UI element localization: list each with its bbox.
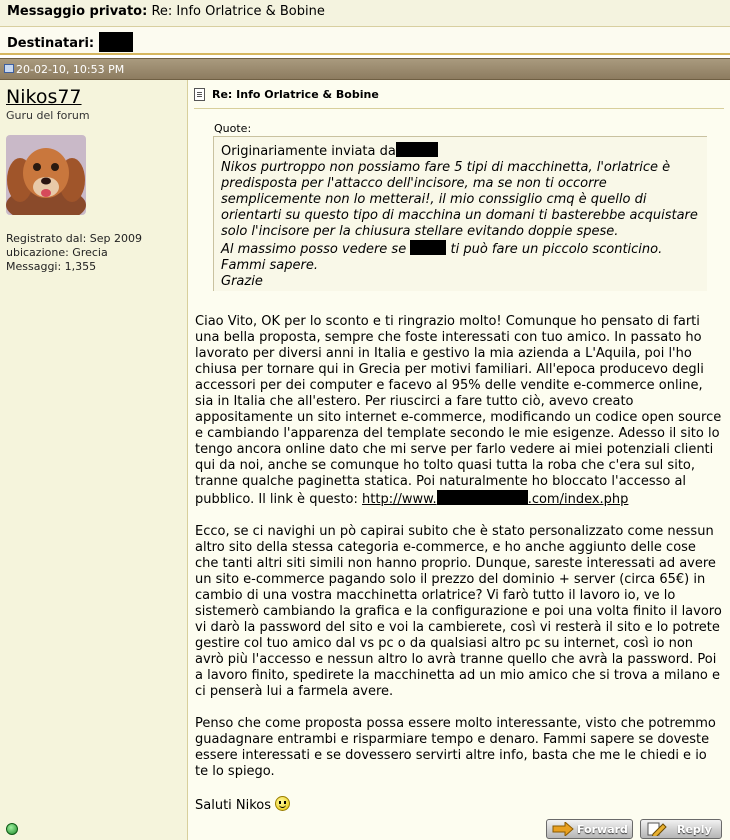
message-paragraph-1: Ciao Vito, OK per lo sconto e ti ringrazio molto! Comunque ho pensato di farti una bella proposta, sempre che foste interessati con tuo amico. In passato ho lavorato per diversi anni in Italia e gestivo la mia azienda a L'Aquila, poi l'ho chiusa per tornare qui in Grecia per motivi familiari. All'epoca producevo degli accessori per dei computer e facevo al 95% delle vendite e-commerce online, sia in Italia che all'estero. Per riuscirci a fare tutto ciò, avevo creato appositamente un sito internet e-commerce, modificando un codice open source e cambiando l'apparenza del template secondo le mie esigenze. Adesso il sito lo tengo ancora online dato che mi serve per farlo vedere ai miei potenziali clienti qui da noi, anche se comunque ho tolto quasi tutta la roba che c'era sul sito, tranne qualche paginetta statica. Poi naturalmente ho bloccato l'accesso al pubblico. Il link è questo: xyxy=(195,314,722,507)
reply-pencil-icon xyxy=(646,822,668,836)
post-content xyxy=(188,80,730,840)
redacted-recipient xyxy=(99,32,133,52)
user-rank: Guru del forum xyxy=(6,109,90,122)
post-icon xyxy=(4,64,14,73)
quote-origin: Originariamente inviata da xyxy=(221,144,396,159)
avatar xyxy=(6,135,86,215)
site-link[interactable]: http://www. .com/index.php xyxy=(362,492,629,507)
username-link[interactable]: Nikos77 xyxy=(6,86,82,108)
message-paragraph-3: Penso che come proposta possa essere molto interessante, visto che potremmo guadagnare entrambi e risparmiare tempo e denaro. Fammi sapere se doveste essere interessati e se dovessero servirti altre info, basta che me le chiedi e io te lo spiego. xyxy=(195,716,716,779)
reply-button[interactable]: Reply xyxy=(640,819,722,839)
message-subject: Re: Info Orlatrice & Bobine xyxy=(151,4,325,19)
user-messages: Messaggi: 1,355 xyxy=(6,260,97,273)
quote-box: Originariamente inviata da Nikos purtroppo non possiamo fare 5 tipi di macchinetta, l'orlatrice è predisposta per l'attacco dell'incisore, ma se non ti occorre semplicemente non lo metterai!, il mio conssiglio cmq è quello di orientarti su questo tipo di macchina un domani ti basterebbe acquistare solo l'incisore per la chiusura stellare evitando doppie spese. Al massimo posso vedere se ti può fare un piccolo sconticino. Fammi sapere. Grazie xyxy=(213,136,707,291)
online-status-icon xyxy=(6,823,18,835)
user-info-panel xyxy=(0,80,188,840)
message-body xyxy=(195,314,723,830)
post-header xyxy=(194,86,724,109)
user-location: ubicazione: Grecia xyxy=(6,246,108,259)
post-date: 20-02-10, 10:53 PM xyxy=(16,63,125,76)
title-bar: Messaggio privato: Re: Info Orlatrice & Bobine xyxy=(0,0,730,27)
forward-button[interactable]: Forward xyxy=(546,819,633,839)
quote-text: Nikos purtroppo non possiamo fare 5 tipi di macchinetta, l'orlatrice è predisposta per l'attacco dell'incisore, ma se non ti occorre semplicemente non lo metterai!, il mio conssiglio cmq è quello di orientarti su questo tipo di macchina un domani ti basterebbe acquistare solo l'incisore per la chiusura stellare evitando doppie spese. xyxy=(221,160,698,239)
post-title: Re: Info Orlatrice & Bobine xyxy=(212,88,379,101)
redacted-quote-name xyxy=(410,240,446,255)
message-signature: Saluti Nikos xyxy=(195,798,272,813)
smiley-icon xyxy=(275,796,290,811)
user-registered: Registrato dal: Sep 2009 xyxy=(6,232,143,245)
message-paragraph-2: Ecco, se ci navighi un pò capirai subito che è stato personalizzato come nessun altro sito della stessa categoria e-commerce, e ho anche aggiunto delle cose che tanti altri siti simili non hanno proprio. Dunque, sareste interessati ad avere un sito e-commerce pagando solo il prezzo del dominio + server (circa 65€) in cambio di una vostra macchinetta orlatrice? Vi farò tutto il lavoro io, ve lo sistemerò cambiando la grafica e la configurazione e poi una volta finito il lavoro vi darò la password del sito e voi la cambierete, così vi resterà il sito e lo potrete gestire col tuo amico dal vs pc o da qualsiasi altro pc su internet, così io non avrò più l'accesso e nessun altro lo avrà tranne quello che avrà la password. Poi a lavoro finito, spedirete la macchinetta ad un mio amico che si trova a milano e ci penserà lui a farmela avere. xyxy=(195,524,722,699)
document-icon xyxy=(194,88,205,101)
redacted-quote-author xyxy=(396,142,438,157)
quote-label: Quote: xyxy=(214,122,252,135)
forward-arrow-icon xyxy=(552,822,574,836)
redacted-domain xyxy=(437,490,528,505)
post-date-bar xyxy=(0,58,730,80)
page-title-label: Messaggio privato xyxy=(7,4,143,19)
recipients-bar: Destinatari: xyxy=(0,27,730,55)
recipients-label: Destinatari xyxy=(7,36,89,51)
